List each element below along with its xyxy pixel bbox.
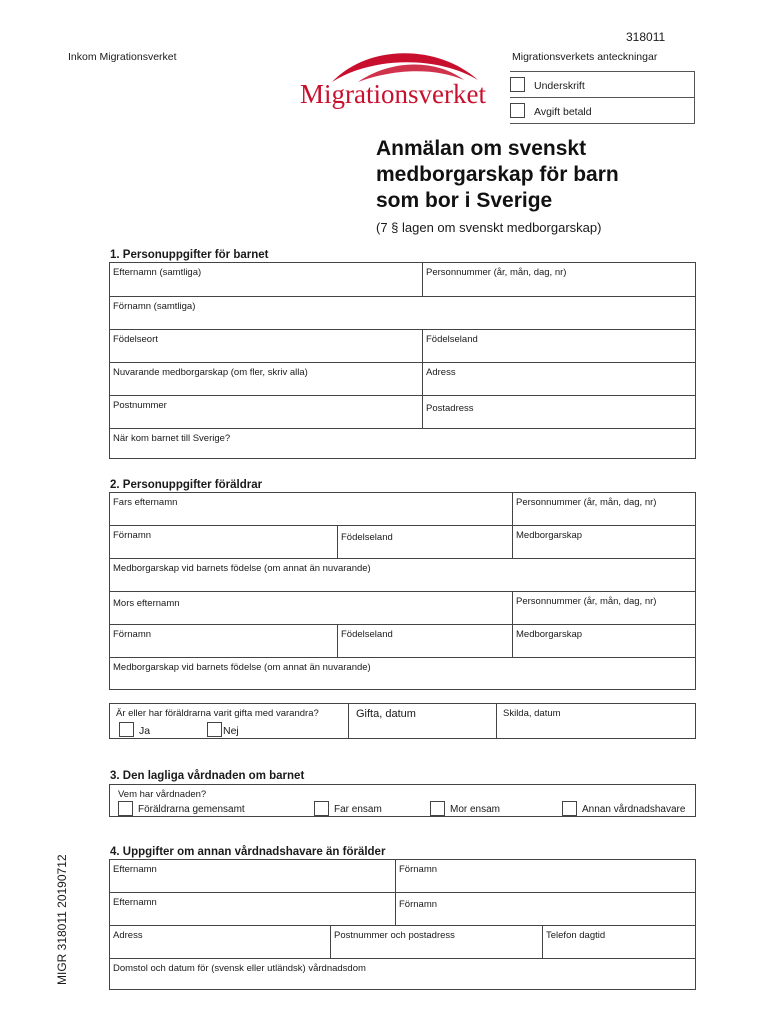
s1-fodelseland-label: Födelseland	[426, 334, 478, 345]
gifta-datum-label: Gifta, datum	[356, 708, 416, 720]
s2-far-fodelseland-label: Födelseland	[341, 532, 393, 543]
s4-row-1	[110, 860, 695, 892]
s1-postnummer-field[interactable]	[110, 396, 422, 428]
s1-adress-label: Adress	[426, 367, 456, 378]
s2-row-far	[110, 493, 695, 525]
s4-postnr-label: Postnummer och postadress	[334, 930, 455, 941]
s3-far-ensam-checkbox[interactable]	[314, 801, 329, 816]
inkom-label: Inkom Migrationsverket	[68, 51, 177, 63]
s4-row-4	[110, 958, 695, 989]
s2-mor-fornamn-field[interactable]	[110, 625, 337, 657]
s1-fodelseort-label: Födelseort	[113, 334, 158, 345]
s3-mor-ensam-checkbox[interactable]	[430, 801, 445, 816]
s2-mor-medborgarskap-field[interactable]	[512, 625, 695, 657]
s1-efternamn-label: Efternamn (samtliga)	[113, 267, 202, 278]
gifta-ja-checkbox[interactable]	[119, 722, 134, 737]
s2-far-fornamn-label: Förnamn	[113, 530, 152, 541]
s2-far-personnummer-label: Personnummer (år, mån, dag, nr)	[516, 497, 657, 508]
s3-annan-checkbox[interactable]	[562, 801, 577, 816]
s4-domstol-label: Domstol och datum för (svensk eller utländsk) vårdnadsdom	[113, 963, 366, 974]
s2-mors-efternamn-label: Mors efternamn	[113, 598, 180, 609]
s3-question-label: Vem har vårdnaden?	[118, 789, 207, 800]
s4-adress-field[interactable]	[110, 926, 330, 958]
s2-fars-efternamn-label: Fars efternamn	[113, 497, 178, 508]
s3-gemensamt-checkbox[interactable]	[118, 801, 133, 816]
s1-fornamn-field[interactable]	[110, 297, 695, 329]
s2-far-medb-fodelse-label: Medborgarskap vid barnets födelse (om annat än nuvarande)	[113, 563, 371, 574]
s1-narkom-field[interactable]	[110, 429, 695, 458]
s2-mor-personnummer-label: Personnummer (år, mån, dag, nr)	[516, 596, 657, 607]
notes-box	[510, 71, 695, 124]
gifta-nej-label: Nej	[223, 725, 239, 737]
s4-telefon-label: Telefon dagtid	[546, 930, 606, 941]
form-id-vertical: MIGR 318011 20190712	[55, 854, 69, 985]
s2-row-mor-fornamn	[110, 624, 695, 657]
s1-efternamn-field[interactable]	[110, 263, 422, 296]
s1-row-narkom	[110, 428, 695, 458]
s4-efternamn-field-1[interactable]	[110, 860, 395, 892]
s2-row-mor-medb-fodelse	[110, 657, 695, 689]
s3-mor-ensam-label: Mor ensam	[450, 804, 501, 815]
notes-row-avgift	[510, 98, 695, 124]
s2-row-far-fornamn	[110, 525, 695, 558]
s1-fornamn-label: Förnamn (samtliga)	[113, 301, 196, 312]
s4-fornamn-field-1[interactable]	[395, 860, 695, 892]
s2-far-fornamn-field[interactable]	[110, 526, 337, 558]
s1-medborgarskap-field[interactable]	[110, 363, 422, 395]
notes-row-underskrift	[510, 72, 695, 98]
title-line-2: medborgarskap för barn	[376, 163, 619, 186]
s1-personnummer-label: Personnummer (år, mån, dag, nr)	[426, 267, 567, 278]
s4-domstol-field[interactable]	[110, 959, 695, 989]
title-line-3: som bor i Sverige	[376, 189, 553, 212]
s4-row-2	[110, 892, 695, 925]
page-subtitle: (7 § lagen om svenskt medborgarskap)	[376, 220, 602, 235]
gifta-question-cell	[110, 704, 348, 738]
s4-adress-label: Adress	[113, 930, 143, 941]
gifta-ja-label: Ja	[139, 725, 151, 737]
s1-row-fornamn	[110, 296, 695, 329]
title-line-1: Anmälan om svenskt	[376, 137, 587, 160]
gifta-nej-checkbox[interactable]	[207, 722, 222, 737]
s1-personnummer-field[interactable]	[422, 263, 695, 296]
notes-title: Migrationsverkets anteckningar	[512, 51, 658, 63]
s2-mor-medb-fodelse-field[interactable]	[110, 658, 695, 689]
s2-fars-efternamn-field[interactable]	[110, 493, 512, 525]
s1-row-medborgarskap	[110, 362, 695, 395]
s4-fornamn-label-1: Förnamn	[399, 864, 438, 875]
s2-far-fodelseland-field[interactable]	[337, 526, 512, 558]
s2-far-medb-fodelse-field[interactable]	[110, 559, 695, 591]
s4-fornamn-field-2[interactable]	[395, 893, 695, 925]
gifta-datum-field[interactable]	[348, 704, 496, 738]
logo-text: Migrationsverket	[300, 79, 486, 109]
section4-grid	[109, 859, 696, 990]
underskrift-label: Underskrift	[534, 80, 585, 92]
s4-efternamn-field-2[interactable]	[110, 893, 395, 925]
s2-mor-fodelseland-field[interactable]	[337, 625, 512, 657]
s4-row-3	[110, 925, 695, 958]
s2-row-far-medb-fodelse	[110, 558, 695, 591]
migrationsverket-logo	[298, 46, 488, 110]
s2-mors-efternamn-field[interactable]	[110, 592, 512, 624]
s1-row-fodelse	[110, 329, 695, 362]
s4-telefon-field[interactable]	[542, 926, 695, 958]
s1-row-efternamn	[110, 263, 695, 296]
s1-medborgarskap-label: Nuvarande medborgarskap (om fler, skriv alla)	[113, 367, 308, 378]
page-title	[376, 136, 706, 214]
section2-grid	[109, 492, 696, 690]
s1-postadress-label: Postadress	[426, 403, 474, 414]
s1-narkom-label: När kom barnet till Sverige?	[113, 433, 231, 444]
s1-fodelseort-field[interactable]	[110, 330, 422, 362]
s3-far-ensam-label: Far ensam	[334, 804, 382, 815]
s2-mor-medb-fodelse-label: Medborgarskap vid barnets födelse (om annat än nuvarande)	[113, 662, 371, 673]
form-number: 318011	[626, 30, 666, 44]
s1-adress-field[interactable]	[422, 363, 695, 395]
section2-heading: 2. Personuppgifter föräldrar	[110, 479, 263, 491]
section1-grid	[109, 262, 696, 459]
section3-grid	[109, 784, 696, 817]
s3-gemensamt-label: Föräldrarna gemensamt	[138, 804, 245, 815]
skilda-datum-field[interactable]	[496, 704, 695, 738]
s2-far-medborgarskap-field[interactable]	[512, 526, 695, 558]
underskrift-checkbox[interactable]	[510, 77, 525, 92]
s4-fornamn-label-2: Förnamn	[399, 899, 438, 910]
section4-heading: 4. Uppgifter om annan vårdnadshavare än förälder	[110, 846, 386, 858]
s1-row-post	[110, 395, 695, 428]
s2-mor-personnummer-field[interactable]	[512, 592, 695, 624]
s2-far-medborgarskap-label: Medborgarskap	[516, 530, 583, 541]
s2-mor-fornamn-label: Förnamn	[113, 629, 152, 640]
avgift-checkbox[interactable]	[510, 103, 525, 118]
section1-heading: 1. Personuppgifter för barnet	[110, 249, 269, 261]
avgift-label: Avgift betald	[534, 106, 592, 118]
s4-efternamn-label-2: Efternamn	[113, 897, 157, 908]
s1-postnummer-label: Postnummer	[113, 400, 167, 411]
s2-row-mor	[110, 591, 695, 624]
s1-fodelseland-field[interactable]	[422, 330, 695, 362]
gifta-grid	[109, 703, 696, 739]
s3-annan-label: Annan vårdnadshavare	[582, 804, 686, 815]
s1-postadress-field[interactable]	[422, 396, 695, 428]
gifta-question-label: Är eller har föräldrarna varit gifta med varandra?	[116, 708, 319, 719]
section3-heading: 3. Den lagliga vårdnaden om barnet	[110, 770, 305, 782]
s2-mor-medborgarskap-label: Medborgarskap	[516, 629, 583, 640]
s2-mor-fodelseland-label: Födelseland	[341, 629, 393, 640]
s4-postnr-field[interactable]	[330, 926, 542, 958]
s2-far-personnummer-field[interactable]	[512, 493, 695, 525]
s4-efternamn-label-1: Efternamn	[113, 864, 157, 875]
skilda-datum-label: Skilda, datum	[503, 708, 561, 719]
